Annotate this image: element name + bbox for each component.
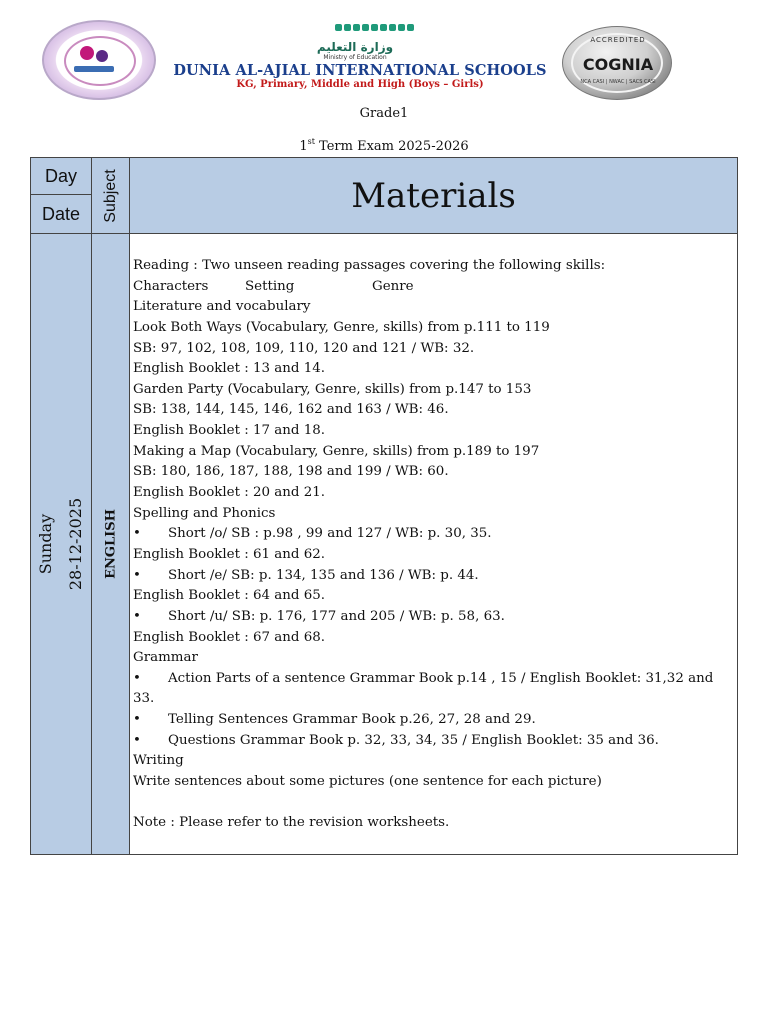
subject-cell xyxy=(91,233,130,855)
school-logo-dot xyxy=(96,50,108,62)
bullet-icon: • xyxy=(133,608,141,624)
materials-line: English Booklet : 61 and 62. xyxy=(133,546,326,562)
note-line: Note : Please refer to the revision worksheets. xyxy=(133,815,450,831)
bullet-line: • Telling Sentences Grammar Book p.26, 27, 28 and 29. xyxy=(133,710,733,731)
subject-name: ENGLISH xyxy=(103,509,118,579)
accreditation-seal xyxy=(562,26,672,100)
term-number: 1 xyxy=(299,139,308,154)
bullet-icon: • xyxy=(133,567,141,583)
exam-day: Sunday xyxy=(36,513,55,575)
accreditation-brand: COGNIA xyxy=(582,55,654,74)
materials-line: Literature and vocabulary xyxy=(133,299,311,315)
materials-line: Spelling and Phonics xyxy=(133,505,276,521)
header-date: Date xyxy=(30,194,92,234)
bullet-line: • Short /o/ SB : p.98 , 99 and 127 / WB: p. 30, 35. xyxy=(133,524,733,545)
ministry-logo-icon xyxy=(335,24,415,36)
school-logo-bar xyxy=(74,66,114,72)
ministry-name-english: Ministry of Education xyxy=(323,54,387,61)
materials-line: SB: 138, 144, 145, 146, 162 and 163 / WB: 46. xyxy=(133,402,449,418)
bullet-icon: • xyxy=(133,712,141,728)
materials-cell xyxy=(129,233,738,855)
materials-line: English Booklet : 64 and 65. xyxy=(133,588,326,604)
school-subtitle: KG, Primary, Middle and High (Boys – Girls) xyxy=(236,79,484,90)
materials-line: English Booklet : 67 and 68. xyxy=(133,629,326,645)
materials-line: Look Both Ways (Vocabulary, Genre, skills) from p.111 to 119 xyxy=(133,319,550,335)
materials-line: Writing xyxy=(133,753,184,769)
school-logo-dot xyxy=(80,46,94,60)
materials-line: SB: 97, 102, 108, 109, 110, 120 and 121 / WB: 32. xyxy=(133,340,475,356)
grade-title: Grade1 xyxy=(359,106,409,121)
exam-schedule-table xyxy=(30,157,737,854)
ministry-name-arabic: وزارة التعليم xyxy=(316,40,394,54)
bullet-icon: • xyxy=(133,732,141,748)
materials-line: Write sentences about some pictures (one sentence for each picture) xyxy=(133,774,602,790)
bullet-icon: • xyxy=(133,526,141,542)
bullet-icon: • xyxy=(133,670,141,686)
accreditation-label: ACCREDITED xyxy=(590,36,646,44)
materials-line: Grammar xyxy=(133,650,198,666)
bullet-line: • Action Parts of a sentence Grammar Book p.14 , 15 / English Booklet: 31,32 and 33. xyxy=(133,670,714,707)
materials-line: SB: 180, 186, 187, 188, 198 and 199 / WB: 60. xyxy=(133,464,449,480)
header-day: Day xyxy=(30,157,92,195)
materials-title: Materials xyxy=(351,175,516,216)
materials-line: English Booklet : 17 and 18. xyxy=(133,423,326,439)
school-logo xyxy=(42,20,156,100)
school-name: DUNIA AL-AJIAL INTERNATIONAL SCHOOLS xyxy=(173,62,547,79)
bullet-line: • Short /e/ SB: p. 134, 135 and 136 / WB: p. 44. xyxy=(133,566,733,587)
skills-line: Characters Setting Genre xyxy=(133,278,414,294)
materials-line: Making a Map (Vocabulary, Genre, skills) from p.189 to 197 xyxy=(133,443,540,459)
blank-line xyxy=(133,793,733,814)
accreditation-small-text: NCA CASI | NWAC | SACS CASI xyxy=(580,79,656,85)
materials-line: Reading : Two unseen reading passages covering the following skills: xyxy=(133,258,606,273)
day-date-cell xyxy=(30,233,92,855)
header-subject: Subject xyxy=(91,157,130,234)
header-materials xyxy=(129,157,738,234)
term-text: Term Exam 2025-2026 xyxy=(314,139,469,154)
bullet-line: • Short /u/ SB: p. 176, 177 and 205 / WB: p. 58, 63. xyxy=(133,607,733,628)
materials-line: English Booklet : 20 and 21. xyxy=(133,485,326,501)
materials-line: Garden Party (Vocabulary, Genre, skills) from p.147 to 153 xyxy=(133,381,532,397)
exam-date: 28-12-2025 xyxy=(66,497,85,591)
term-ordinal: st xyxy=(307,137,315,146)
bullet-line: • Questions Grammar Book p. 32, 33, 34, 35 / English Booklet: 35 and 36. xyxy=(133,731,733,752)
materials-content xyxy=(133,256,733,834)
materials-line: English Booklet : 13 and 14. xyxy=(133,361,326,377)
term-title xyxy=(0,137,768,154)
